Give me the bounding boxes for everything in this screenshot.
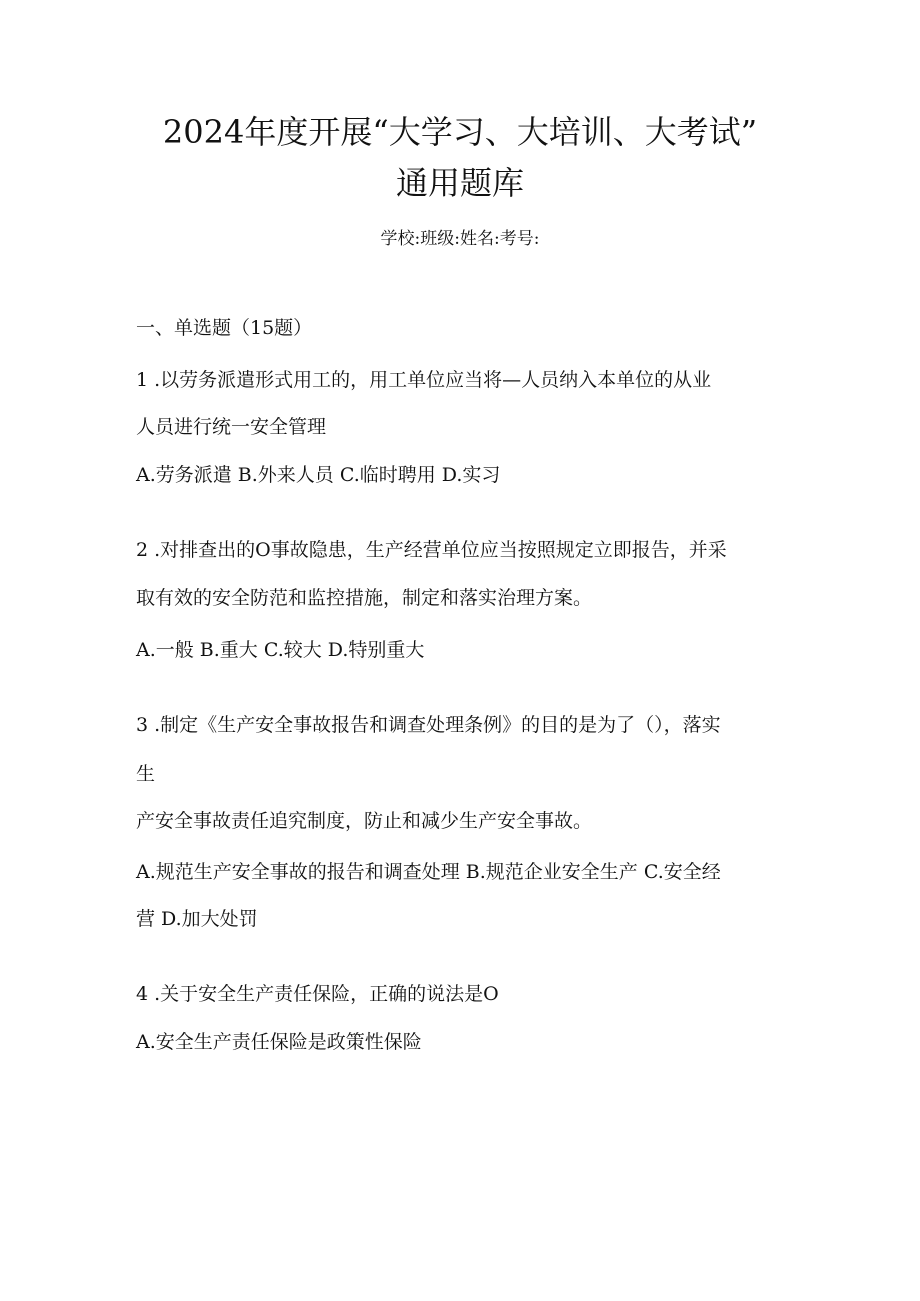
section-heading: 一、单选题（15题）: [136, 317, 313, 339]
question-2-line-1: 2 .对排查出的O事故隐患，生产经营单位应当按照规定立即报告，并采: [136, 539, 727, 561]
document-title-line-2: 通用题库: [395, 164, 524, 202]
question-3-line-2: 生: [136, 763, 156, 785]
question-2-line-2: 取有效的安全防范和监控措施，制定和落实治理方案。: [136, 587, 593, 609]
question-4-line-1: 4 .关于安全生产责任保险，正确的说法是O: [136, 983, 499, 1005]
question-3-options-line-1: A.规范生产安全事故的报告和调查处理 B.规范企业安全生产 C.安全经: [136, 861, 721, 883]
question-2-options: A.一般 B.重大 C.较大 D.特别重大: [136, 639, 425, 661]
question-3-options-line-2: 营 D.加大处罚: [136, 908, 258, 930]
question-1-options: A.劳务派遣 B.外来人员 C.临时聘用 D.实习: [136, 464, 501, 486]
question-4-option-a: A.安全生产责任保险是政策性保险: [136, 1031, 422, 1053]
question-3-line-3: 产安全事故责任追究制度，防止和减少生产安全事故。: [136, 810, 593, 832]
question-3-line-1: 3 .制定《生产安全事故报告和调查处理条例》的目的是为了（），落实: [136, 714, 721, 736]
question-1-line-2: 人员进行统一安全管理: [136, 416, 327, 438]
student-info-line: 学校:班级:姓名:考号:: [380, 229, 540, 249]
question-1-line-1: 1 .以劳务派遣形式用工的，用工单位应当将—人员纳入本单位的从业: [136, 369, 712, 391]
document-title-line-1: 2024年度开展“大学习、大培训、大考试”: [162, 113, 758, 151]
